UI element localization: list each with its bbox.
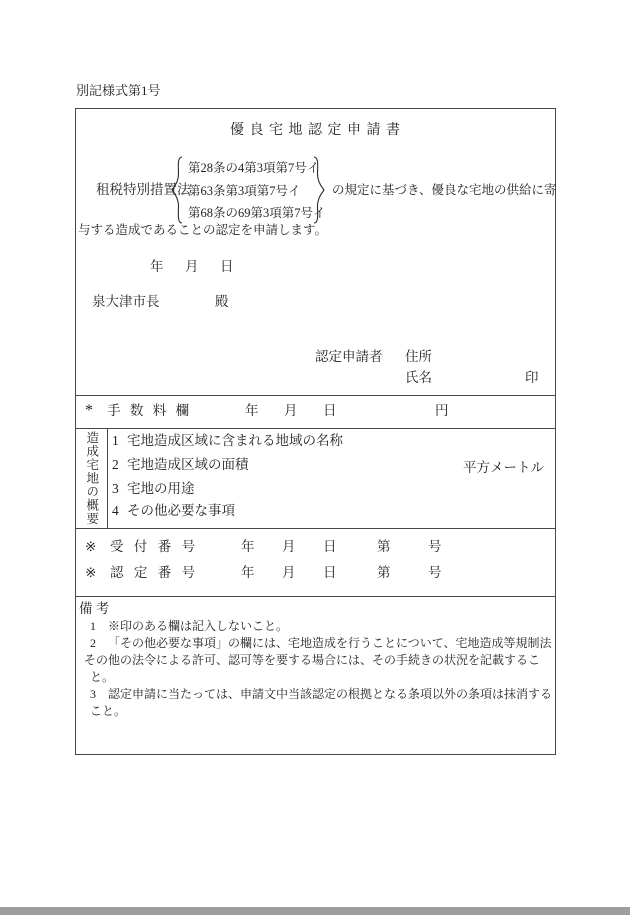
summary-row-4-label: その他必要な事項 — [127, 503, 235, 518]
summary-row-3-number: 3 — [112, 481, 119, 496]
law-clause-1: 第28条の4第3項第7号イ — [188, 161, 320, 175]
form-number-label: 別記様式第1号 — [76, 83, 161, 98]
statement-suffix: の規定に基づき、優良な宅地の供給に寄 — [332, 183, 557, 197]
certification-number-suffix: 号 — [428, 565, 442, 580]
applicant-label: 認定申請者 — [315, 349, 383, 364]
receipt-date: 年 月 日 — [241, 539, 344, 554]
summary-row-2-label: 宅地造成区域の面積 — [127, 457, 249, 472]
application-date-line: 年 月 日 — [150, 259, 238, 274]
certification-number-label: 認 定 番 号 — [110, 565, 199, 580]
note-2-line-1: 「その他必要な事項」の欄には、宅地造成を行うことについて、宅地造成等規制法 — [108, 636, 552, 650]
receipt-row-mark: ※ — [85, 539, 97, 554]
certification-date: 年 月 日 — [241, 565, 344, 580]
note-3-line-1: 認定申請に当たっては、申請文中当該認定の根拠となる条項以外の条項は抹消する — [108, 687, 553, 701]
addressee-name: 泉大津市長 — [92, 294, 160, 309]
fee-row-date: 年 月 日 — [245, 403, 343, 418]
summary-row-3-label: 宅地の用途 — [127, 481, 195, 496]
note-2-line-3: と。 — [90, 670, 115, 684]
note-1-text: ※印のある欄は記入しないこと。 — [108, 619, 289, 633]
receipt-number-prefix: 第 — [377, 539, 391, 554]
fee-row-label: 手 数 料 欄 — [107, 403, 193, 418]
law-clause-list — [188, 157, 326, 225]
summary-vertical-header: 造成宅地の概要 — [84, 430, 99, 526]
statement-continuation: 与する造成であることの認定を申請します。 — [78, 223, 328, 237]
divider-below-fee-row — [76, 428, 555, 429]
divider-below-summary — [76, 528, 555, 529]
applicant-address-label: 住所 — [405, 349, 432, 364]
note-2-line-2: その他の法令による許可、認可等を要する場合には、その手続きの状況を記載するこ — [84, 653, 541, 667]
page-title: 優 良 宅 地 認 定 申 請 書 — [230, 123, 401, 138]
summary-row-2-number: 2 — [112, 457, 119, 472]
addressee-honorific: 殿 — [215, 294, 229, 309]
right-brace-icon — [312, 156, 326, 224]
certification-number-prefix: 第 — [377, 565, 391, 580]
law-name: 租税特別措置法 — [96, 182, 191, 197]
summary-row-1-number: 1 — [112, 433, 119, 448]
summary-row-1-label: 宅地造成区域に含まれる地域の名称 — [127, 433, 343, 448]
fee-row-mark: * — [85, 402, 93, 419]
form-border-box — [75, 108, 556, 755]
certification-row-mark: ※ — [85, 565, 97, 580]
applicant-name-label: 氏名 — [405, 370, 432, 385]
divider-below-office-rows — [76, 596, 555, 597]
note-3-line-2: こと。 — [90, 704, 127, 718]
scan-edge-strip — [0, 907, 630, 915]
summary-column-divider — [107, 428, 108, 528]
law-clause-3: 第68条の69第3項第7号イ — [188, 206, 326, 220]
note-2-number: 2 — [90, 636, 96, 650]
law-clause-2: 第63条第3項第7号イ — [188, 183, 301, 198]
divider-above-fee-row — [76, 395, 555, 396]
seal-label: 印 — [525, 370, 539, 385]
summary-row-2-unit: 平方メートル — [463, 460, 544, 475]
receipt-number-suffix: 号 — [428, 539, 442, 554]
notes-header: 備 考 — [79, 601, 110, 616]
receipt-number-label: 受 付 番 号 — [110, 539, 199, 554]
fee-row-yen-unit: 円 — [435, 403, 449, 418]
note-1-number: 1 — [90, 619, 96, 633]
note-3-number: 3 — [90, 687, 96, 701]
left-brace-icon — [170, 156, 184, 224]
summary-row-4-number: 4 — [112, 503, 119, 518]
